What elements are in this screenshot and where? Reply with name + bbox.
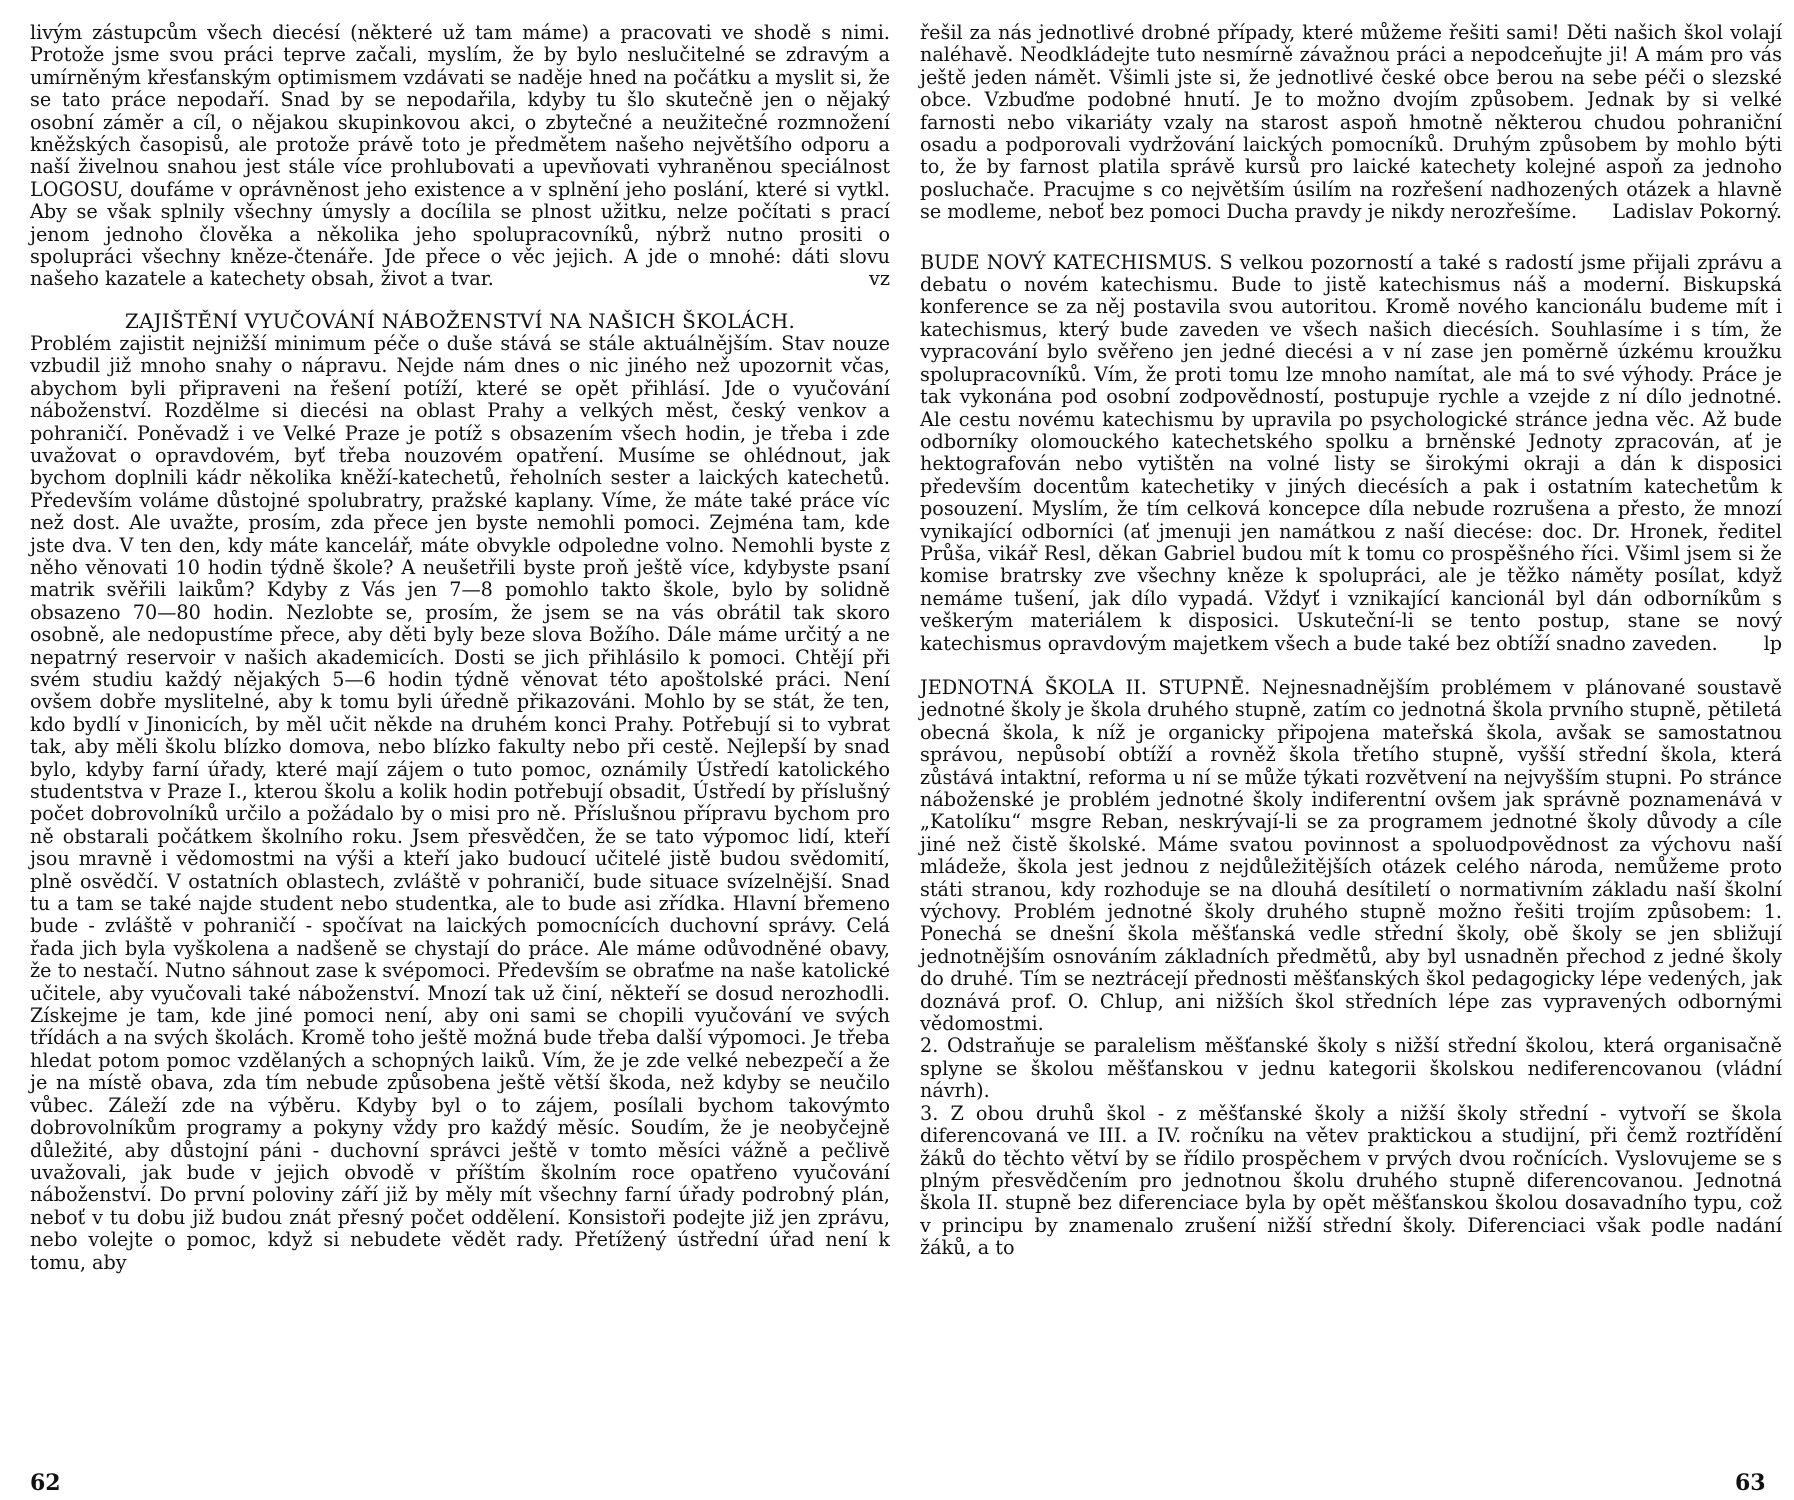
section-heading-religion-teaching: ZAJIŠTĚNÍ VYUČOVÁNÍ NÁBOŽENSTVÍ NA NAŠICH ŠKOLÁCH.	[124, 308, 796, 333]
signature-pokorny: Ladislav Pokorný.	[1612, 200, 1782, 224]
right-paragraph-point-2: 2. Odstraňuje se paralelism měšťanské školy s nižší střední školou, která organisačně splyne se školou měšťanskou v jednu kategorii školskou nediferencovanou (vládní návrh).	[920, 1034, 1782, 1103]
page-number-right: 63	[1735, 1470, 1766, 1496]
right-paragraph-point-3: 3. Z obou druhů škol - z měšťanské školy a nižší školy střední - vytvoří se škola diferencovaná ve III. a IV. ročníku na větev praktickou a studijní, při čemž roztřídění žáků do těchto větví by se řídilo prospěchem v prvých dvou ročnících. Vyslovujeme se s plným přesvědčením pro jednotnou školu druhého stupně diferencovanou. Jednotná škola II. stupně bez diferenciace byla by opět měšťanskou školou dosavadního typu, což v principu by znamenalo zrušení nižší střední školy. Diferenciaci však podle nadání žáků, a to	[920, 1101, 1782, 1260]
right-paragraph-catechism: BUDE NOVÝ KATECHISMUS. S velkou pozorností a také s radostí jsme přijali zprávu a debatu o novém katechismu. Bude to jistě katechismus náš a moderní. Biskupská konference se za něj postavila svou autoritou. Kromě nového kancionálu budeme mít i katechismus, který bude zaveden ve všech našich diecésích. Souhlasíme i s tím, že vypracování bylo svěřeno jen jedné diecési a v ní zase jen poměrně úzkému kroužku spolupracovníků. Vím, že proti tomu lze mnoho namítat, ale má to své výhody. Práce je tak vykonána pod osobní zodpovědností, postupuje rychle a vzejde z ní dílo jednotné. Ale cestu novému katechismu by upravila po psychologické stránce jedna věc. Až bude odborníky olomouckého katechetského spolku a brněnské Jednoty zpracován, ať je hektografován nebo vytištěn na volné listy se širokými okraji a dán k disposici především docentům katechetiky v jiných diecésích a pak i ostatním katechetům k posouzení. Myslím, že tím celková koncepce díla nebude rozrušena a přesto, že mnozí vynikající odborníci (ať jmenuji jen namátkou z naší diecése: doc. Dr. Hronek, ředitel Průša, vikář Resl, děkan Gabriel budou mít k tomu co prospěšného říci. Všiml jsem si že komise bratrsky zve všechny kněze k spolupráci, ale je těžko náměty posílat, když nemáme tušení, jak dílo vypadá. Vždyť i vznikající kancionál byl dán odborníkům s veškerým materiálem k disposici. Uskuteční-li se tento postup, stane se nový katechismus opravdovým majetkem všech a bude také bez obtíží snadno zaveden. lp	[920, 250, 1782, 655]
left-paragraph-1: livým zástupcům všech diecésí (některé už tam máme) a pracovati ve shodě s nimi. Protože jsme svou práci teprve začali, myslím, že by bylo neslučitelné se zdravým a umírněným křesťanským optimismem vzdávati se naděje hned na počátku a myslit si, že se tato práce nepodaří. Snad by se nepodařila, kdyby tu šlo skutečně jen o nějaký osobní záměr a cíl, o nějakou skupinkovou akci, o zbytečné a neužitečné rozmnožení kněžských časopisů, ale protože právě toto je předmětem našeho největšího odporu a naší živelnou snahou jest stále více prohlubovati a upevňovati vyhraněnou speciálnost LOGOSU, doufáme v oprávněnost jeho existence a v splnění jeho poslání, které si vytkl. Aby se však splnily všechny úmysly a docílila se plnost užitku, nelze počítati s prací jenom jednoho člověka a několika jeho spolupracovníků, nýbrž nutno prositi o spolupráci všechny kněze-čtenáře. Jde přece o věc jejich. A jde o mnohé: dáti slovu našeho kazatele a katechety obsah, život a tvar. vz	[30, 21, 890, 291]
page-number-left: 62	[30, 1470, 61, 1496]
right-page	[920, 22, 1782, 1260]
left-page	[30, 22, 890, 1274]
right-paragraph-unified-school: JEDNOTNÁ ŠKOLA II. STUPNĚ. Nejnesnadnějším problémem v plánované soustavě jednotné školy je škola druhého stupně, zatím co jednotná škola prvního stupně, pětiletá obecná škola, k níž je organicky připojena mateřská škola, avšak se samostatnou správou, nepůsobí obtíží a rovněž škola třetího stupně, vyšší střední škola, která zůstává intaktní, reforma u ní se může týkati rozvětvení na nejvyšším stupni. Po stránce náboženské je problém jednotné školy indiferentní ovšem jak správně poznamenává v „Katolíku“ msgre Reban, neskrývají-li se za programem jednotné školy důvody a cíle jiné než čistě školské. Máme svatou povinnost a spoluodpovědnost za výchovu naší mládeže, škola jest jednou z nejdůležitějších otázek celého národa, nemůžeme proto státi stranou, kdy rozhoduje se na dlouhá desítiletí o normativním základu naší školní výchovy. Problém jednotné školy druhého stupně možno řešiti trojím způsobem: 1. Ponechá se dnešní škola měšťanská vedle střední školy, obě školy se jen sbližují jednotnějším osnováním základních předmětů, aby byl usnadněn přechod z jedné školy do druhé. Tím se neztrácejí přednosti měšťanských škol pedagogicky lépe vedených, jak doznává prof. O. Chlup, ani nižších škol středních lépe zas vypravených odbornými vědomostmi.	[920, 675, 1782, 1036]
signature-vz: vz	[869, 267, 890, 291]
right-paragraph-1: řešil za nás jednotlivé drobné případy, které můžeme řešiti sami! Děti našich škol volají naléhavě. Neodkládejte tuto nesmírně závažnou práci a nepodceňujte ji! A mám pro vás ještě jeden námět. Všimli jste si, že jednotlivé české obce berou na sebe péči o slezské obce. Vzbuďme podobné hnutí. Je to možno dvojím způsobem. Jednak by si velké farnosti nebo vikariáty vzaly na starost aspoň hmotně některou chudou pohraniční osadu a podporovali vydržování laických pomocníků. Druhým způsobem by mohlo býti to, že by farnost platila správě kursů pro laické katechety kolejné aspoň za jednoho posluchače. Pracujme s co největším úsilím na rozřešení nadhozených otázek a hlavně se modleme, neboť bez pomoci Ducha pravdy je nikdy nerozřešíme. Ladislav Pokorný.	[920, 21, 1782, 224]
left-paragraph-2: Problém zajistit nejnižší minimum péče o duše stává se stále aktuálnějším. Stav nouze vzbudil již mnoho snahy o nápravu. Nejde nám dnes o nic jiného než upozornit včas, abychom byli připraveni na řešení potíží, které se opět přihlásí. Jde o vyučování náboženství. Rozdělme si diecési na oblast Prahy a velkých měst, český venkov a pohraničí. Poněvadž i ve Velké Praze je potíž s obsazením všech hodin, je třeba i zde uvažovat o opravdovém, byť třeba nouzovém opatření. Musíme se ohlédnout, jak bychom doplnili kádr několika kněží-katechetů, řeholních sester a laických katechetů. Především voláme důstojné spolubratry, pražské kaplany. Víme, že máte také práce víc než dost. Ale uvažte, prosím, zda přece jen byste nemohli pomoci. Zejména tam, kde jste dva. V ten den, kdy máte kancelář, máte obvykle odpoledne volno. Nemohli byste z něho věnovati 10 hodin týdně škole? A neušetřili byste proň ještě více, kdybyste psaní matrik svěřili laikům? Kdyby z Vás jen 7—8 pomohlo takto škole, bylo by solidně obsazeno 70—80 hodin. Nezlobte se, prosím, že jsem se na vás obrátil tak skoro osobně, ale nedopustíme přece, aby děti byly beze slova Božího. Dále máme určitý a ne nepatrný reservoir v našich akademicích. Dosti se jich přihlásilo k pomoci. Chtějí při svém studiu každý nějakých 5—6 hodin týdně věnovat této apoštolské práci. Není ovšem dobře myslitelné, aby k tomu byli úředně přikazováni. Mohlo by se stát, že ten, kdo bydlí v Jinonicích, by měl učit někde na druhém konci Prahy. Potřebují si to vybrat tak, aby měli školu blízko domova, nebo blízko fakulty nebo při cestě. Nejlepší by snad bylo, kdyby farní úřady, které mají zájem o tuto pomoc, oznámily Ústředí katolického studentstva v Praze I., kterou školu a kolik hodin potřebují obsadit, Ústředí by příslušný počet dobrovolníků určilo a požádalo by o misi pro ně. Příslušnou přípravu bychom pro ně obstarali počátkem školního roku. Jsem přesvědčen, že se tato výpomoc lidí, kteří jsou mravně i vědomostmi na výši a kteří jako budoucí učitelé jistě budou svědomití, plně osvědčí. V ostatních oblastech, zvláště v pohraničí, bude situace svízelnější. Snad tu a tam se také najde student nebo studentka, ale to bude asi zřídka. Hlavní břemeno bude - zvláště v pohraničí - spočívat na laických pomocnících duchovní správy. Celá řada jich byla vyškolena a nadšeně se chystají do práce. Ale máme odůvodněné obavy, že to nestačí. Nutno sáhnout zase k svépomoci. Především se obraťme na naše katolické učitele, aby vyučovali také náboženství. Mnozí tak už činí, někteří se dosud nerozhodli. Získejme je tam, kde jiné pomoci není, aby oni sami se chopili vyučování ve svých třídách a na svých školách. Kromě toho ještě možná bude třeba další výpomoci. Je třeba hledat potom pomoc vzdělaných a schopných laiků. Vím, že je zde velké nebezpečí a že je na místě obava, zda tím nebude způsobena ještě větší škoda, než kdyby se neučilo vůbec. Záleží zde na výběru. Kdyby byl o to zájem, posílali bychom takovýmto dobrovolníkům programy a pokyny vždy pro každý měsíc. Soudím, že je neobyčejně důležité, aby důstojní páni - duchovní správci ještě v tomto měsíci vážně a pečlivě uvažovali, jak bude v jejich obvodě v příštím školním roce opatřeno vyučování náboženství. Do první poloviny září již by měly mít všechny farní úřady podrobný plán, neboť v tu dobu již budou znát přesný počet oddělení. Konsistoři podejte již jen zprávu, nebo volejte o pomoc, když si nebudete vědět rady. Přetížený ústřední úřad není k tomu, aby	[30, 331, 890, 1274]
signature-lp: lp	[1763, 631, 1782, 655]
